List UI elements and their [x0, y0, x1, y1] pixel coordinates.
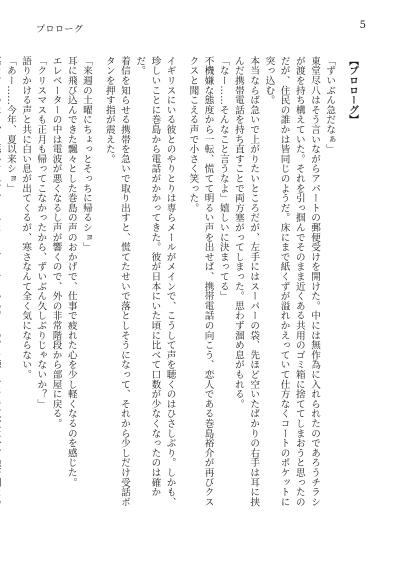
- paragraph: 東堂尽八はそう言いながらアパートの郵便受けを開けた。中には無作為に入れられたのであろうチラシが渡を持ち構えていた。それを引っ掴んでそのまま近くある共用のゴミ箱に捨ててしまおうと思ったのだが、住民の誰かは皆同じのようだ。床にまで紙くずが溢れかえっていて仕方なくコートのポケットに突っ込む。: [263, 56, 320, 507]
- paragraph: [0, 56, 3, 516]
- page-number: 5: [359, 20, 366, 31]
- vertical-body-text: [4, 56, 360, 516]
- paragraph: 「来週の土曜にちょっとそっちに帰るショ」: [80, 56, 92, 252]
- paragraph: 本当ならば急いで上がりたいところだが、左手にはスーパーの袋、先ほど空いたばかりの右手は耳に挟んだ携帯電話を持ち直すことで両方塞がってしまった。思わず溜め息がもれる。: [232, 56, 260, 507]
- paragraph: 不機嫌な態度から一転、慌てて明るい声を出せば、携帯電話の向こう、恋人である巻島裕介が再びクスクスと聞こえる声で小さく笑った。: [187, 56, 214, 507]
- paragraph: 「あー……今年、夏以来ショ」: [4, 56, 16, 194]
- paragraph: 「クリスマスも正月も帰ってこなかったから、ずいぶん久しぶりじゃないか？」: [35, 56, 47, 409]
- running-title: プロローグ: [36, 25, 84, 35]
- paragraph: エレベーターの中は電波が悪くなるし声が響くので、外の非常階段から部屋に戻る。: [50, 56, 62, 429]
- paragraph: 耳に飛び込んできた飄々とした巻島の声のおかげで、仕事で疲れた心を少し軽くなるのを感じた。: [65, 56, 77, 488]
- paragraph: 語りかける声と共に白い息が出てくるが、寒さなんて全く気にならない。: [20, 56, 32, 380]
- paragraph: 「なー……そんなこと言うなよ」嬉しいに決まってる」: [217, 56, 229, 301]
- paragraph: 「ずいぶん急だなぁ」: [324, 56, 336, 154]
- paragraph: 着信を知らせる携帯を急いで取り出すと、慌てたせいで落としそうになって、それから少しだけ受話ボタンを押す指が震えた。: [103, 56, 130, 507]
- paragraph: イギリスにいる彼とのやりとりは専らメールがメインで、こうして声を聴くのはひさしぶり。しかも、珍しいことに巻島から電話がかかってきた。彼が日本にいた頃に比べて口数が少なくなったのは確かだ。: [134, 56, 176, 507]
- section-heading: 【プロローグ】: [347, 56, 358, 125]
